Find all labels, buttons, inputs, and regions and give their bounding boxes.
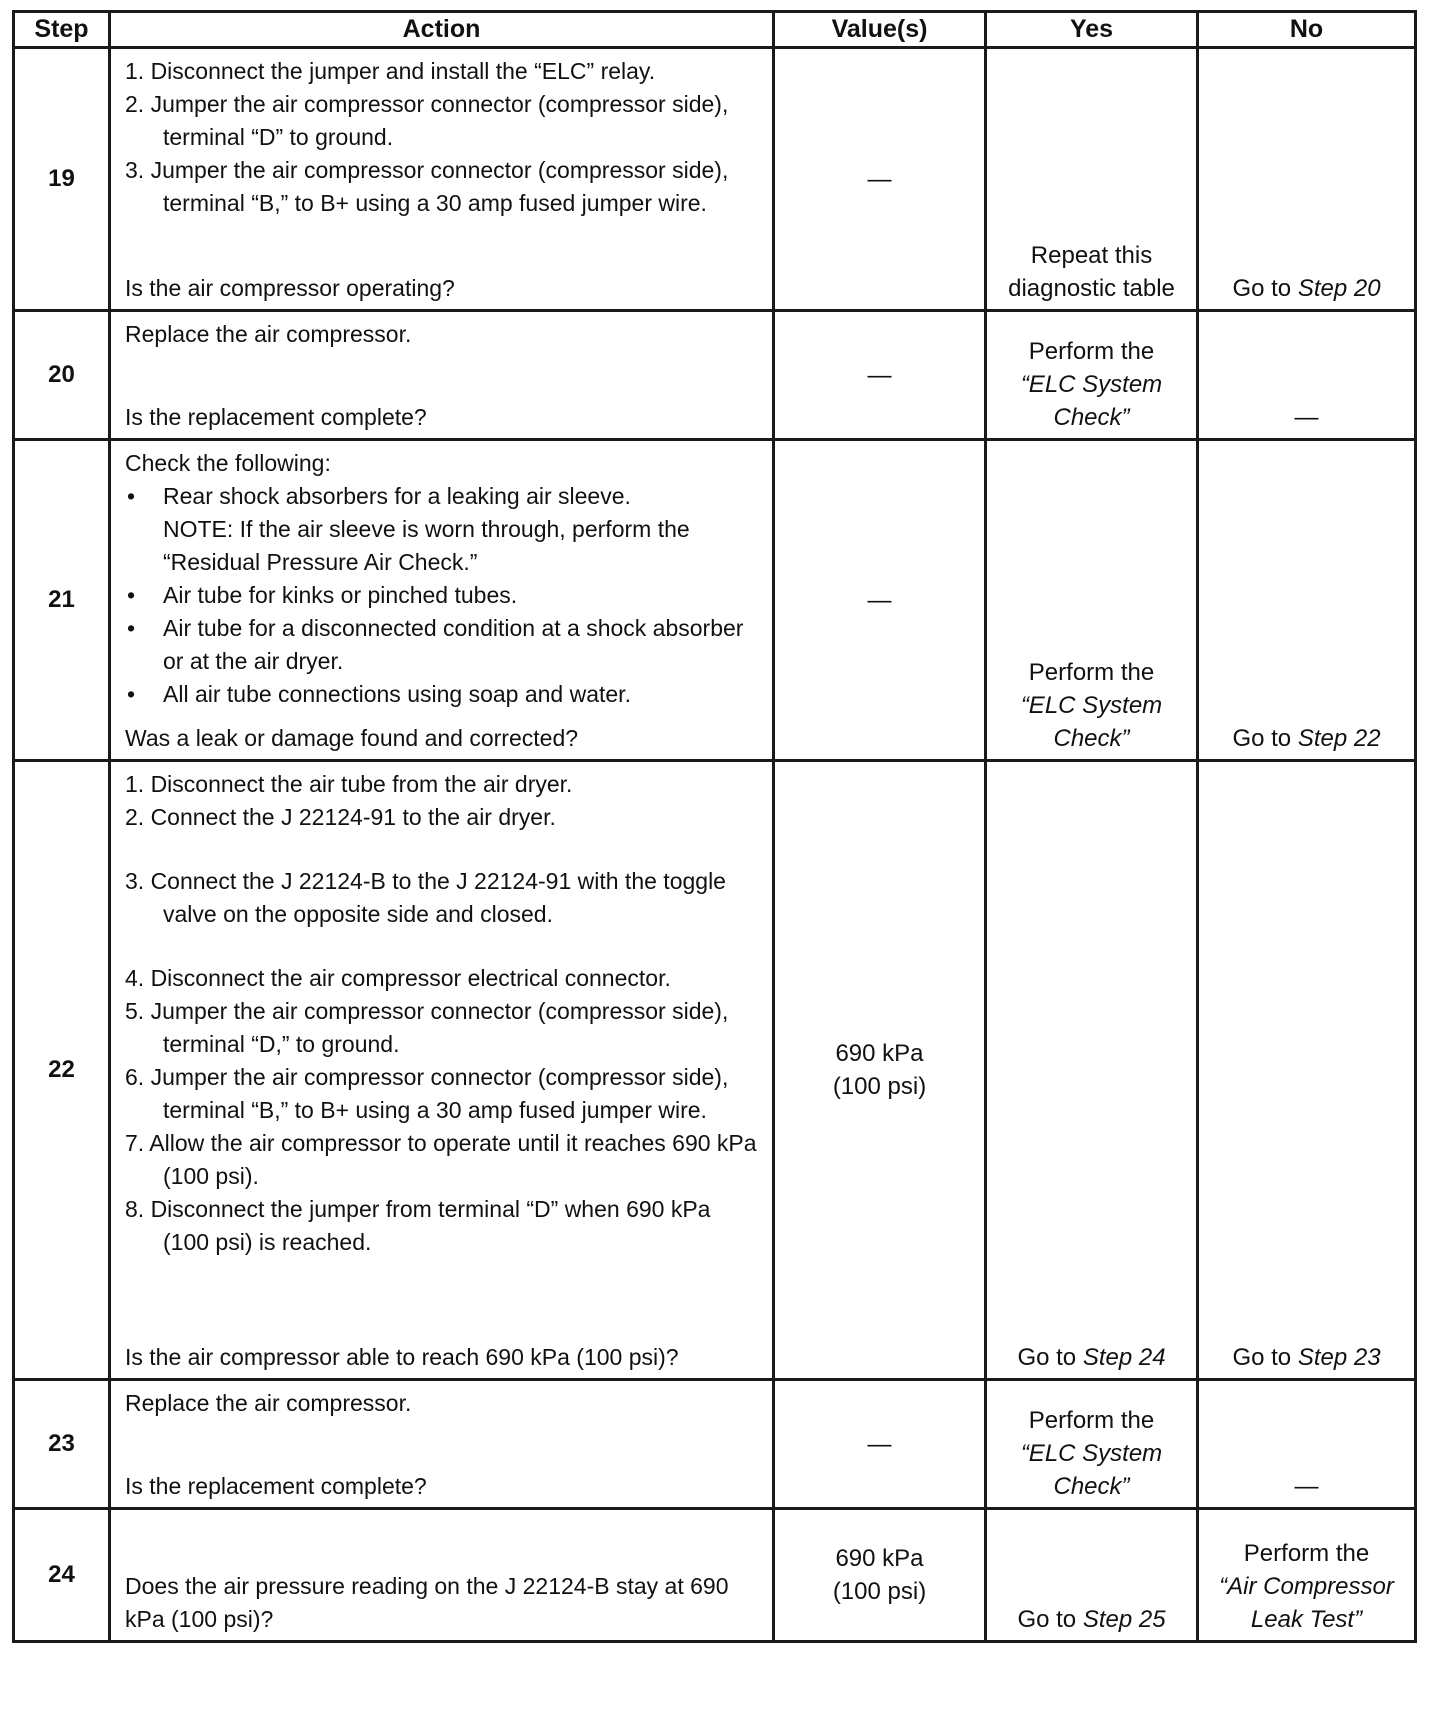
step-link[interactable]: Step 25 (1082, 1606, 1166, 1633)
list-item: • Air tube for a disconnected condition at a shock absorber or at the air dryer. (127, 615, 744, 674)
action-item: 6. Jumper the air compressor connector (compressor side), terminal “B,” to B+ using a 30 amp fused jumper wire. (125, 1064, 729, 1123)
action-item: 3. Connect the J 22124-B to the J 22124-91 with the toggle valve on the opposite side and closed. (125, 868, 726, 927)
list-item: • Rear shock absorbers for a leaking air sleeve. NOTE: If the air sleeve is worn through, perform the “Residual Pressure Air Check.” (125, 480, 762, 579)
action-item: 7. Allow the air compressor to operate until it reaches 690 kPa (100 psi). (125, 1130, 757, 1189)
goto-prefix: Go to (1232, 275, 1298, 302)
step-link[interactable]: Step 24 (1082, 1344, 1166, 1371)
list-item: • All air tube connections using soap and water. (127, 681, 631, 707)
header-step: Step (14, 12, 110, 48)
table-row (14, 48, 1416, 311)
goto-prefix: Go to (1232, 725, 1298, 752)
step-link[interactable]: Step 23 (1297, 1344, 1381, 1371)
table-row (14, 761, 1416, 1380)
action-item: Replace the air compressor. (125, 321, 412, 347)
action-item: 3. Jumper the air compressor connector (compressor side), terminal “B,” to B+ using a 30 amp fused jumper wire. (125, 157, 729, 216)
step-number: 21 (14, 440, 110, 761)
action-cell (110, 1509, 774, 1642)
perform-prefix: Perform the (1028, 1407, 1155, 1434)
action-question: Is the replacement complete? (125, 1473, 427, 1499)
air-compressor-leak-test-link[interactable]: “Air Compressor Leak Test” (1219, 1573, 1394, 1633)
diagnostic-table (12, 10, 1417, 1643)
yes-cell (986, 311, 1198, 440)
elc-system-check-link[interactable]: “ELC System Check” (1020, 692, 1163, 752)
action-item: 2. Jumper the air compressor connector (compressor side), terminal “D” to ground. (125, 91, 729, 150)
action-question: Is the air compressor able to reach 690 kPa (100 psi)? (125, 1344, 679, 1370)
yes-cell (986, 1380, 1198, 1509)
header-action: Action (110, 12, 774, 48)
value-cell: — (774, 48, 986, 311)
no-cell (1198, 440, 1416, 761)
action-question: Was a leak or damage found and corrected? (125, 725, 579, 751)
goto-prefix: Go to (1017, 1606, 1083, 1633)
goto-prefix: Go to (1017, 1344, 1083, 1371)
header-values: Value(s) (774, 12, 986, 48)
no-cell (1198, 1509, 1416, 1642)
header-yes: Yes (986, 12, 1198, 48)
elc-system-check-link[interactable]: “ELC System Check” (1020, 371, 1163, 431)
table-row (14, 311, 1416, 440)
step-number: 19 (14, 48, 110, 311)
yes-cell (986, 761, 1198, 1380)
action-item: Replace the air compressor. (125, 1390, 412, 1416)
table-row (14, 1380, 1416, 1509)
action-cell (110, 311, 774, 440)
perform-prefix: Perform the (1028, 659, 1155, 686)
value-cell: 690 kPa (100 psi) (774, 1509, 986, 1642)
yes-cell (986, 440, 1198, 761)
step-link[interactable]: Step 22 (1297, 725, 1381, 752)
action-cell (110, 761, 774, 1380)
step-number: 24 (14, 1509, 110, 1642)
action-cell (110, 440, 774, 761)
step-number: 22 (14, 761, 110, 1380)
table-row (14, 440, 1416, 761)
action-cell (110, 1380, 774, 1509)
action-question: Is the replacement complete? (125, 404, 427, 430)
no-cell (1198, 48, 1416, 311)
action-intro: Check the following: (125, 450, 331, 476)
no-cell: — (1198, 1380, 1416, 1509)
list-item: • Air tube for kinks or pinched tubes. (127, 582, 518, 608)
action-item: 5. Jumper the air compressor connector (compressor side), terminal “D,” to ground. (125, 998, 729, 1057)
no-cell: — (1198, 311, 1416, 440)
header-row (14, 12, 1416, 48)
step-number: 23 (14, 1380, 110, 1509)
step-link[interactable]: Step 20 (1297, 275, 1381, 302)
no-cell (1198, 761, 1416, 1380)
perform-prefix: Perform the (1028, 338, 1155, 365)
yes-cell: Repeat this diagnostic table (986, 48, 1198, 311)
action-item: 4. Disconnect the air compressor electrical connector. (125, 965, 671, 991)
note-text: NOTE: If the air sleeve is worn through, perform the “Residual Pressure Air Check.” (163, 516, 690, 575)
action-question: Does the air pressure reading on the J 22124-B stay at 690 kPa (100 psi)? (125, 1573, 729, 1632)
goto-prefix: Go to (1232, 1344, 1298, 1371)
perform-prefix: Perform the (1243, 1540, 1370, 1567)
action-question: Is the air compressor operating? (125, 275, 455, 301)
table-row (14, 1509, 1416, 1642)
action-cell (110, 48, 774, 311)
value-cell: — (774, 1380, 986, 1509)
yes-cell (986, 1509, 1198, 1642)
value-cell: — (774, 311, 986, 440)
action-item: 8. Disconnect the jumper from terminal “D” when 690 kPa (100 psi) is reached. (125, 1196, 711, 1255)
step-number: 20 (14, 311, 110, 440)
action-item: 1. Disconnect the air tube from the air dryer. (125, 771, 573, 797)
action-item: 1. Disconnect the jumper and install the “ELC” relay. (125, 58, 656, 84)
value-cell: 690 kPa (100 psi) (774, 761, 986, 1380)
value-cell: — (774, 440, 986, 761)
header-no: No (1198, 12, 1416, 48)
elc-system-check-link[interactable]: “ELC System Check” (1020, 1440, 1163, 1500)
action-item: 2. Connect the J 22124-91 to the air dryer. (125, 804, 556, 830)
